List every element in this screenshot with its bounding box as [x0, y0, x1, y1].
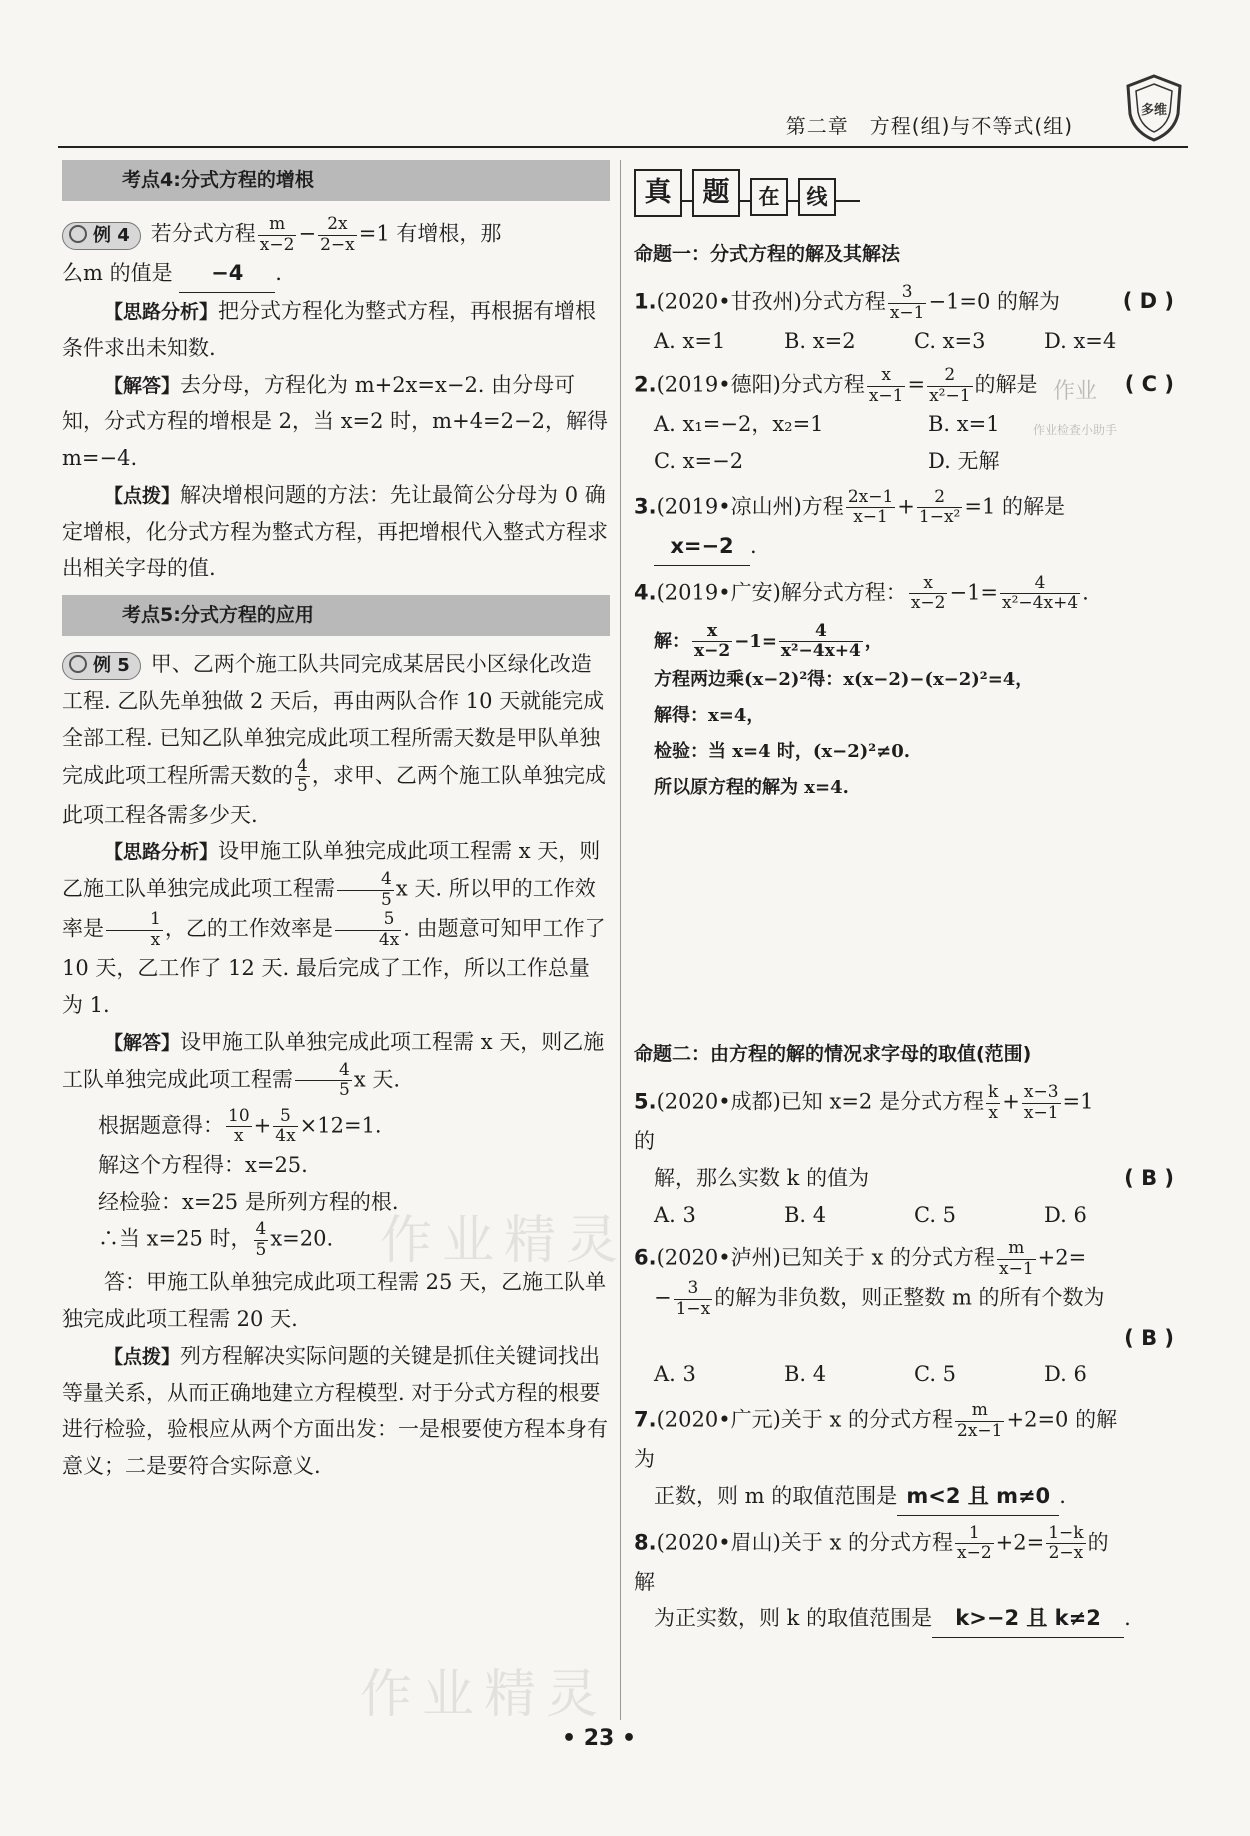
banner-char-3: 在 [750, 178, 788, 216]
question-1-choice: ( D ) [1122, 289, 1174, 314]
question-8-cont: 为正实数，则 k 的取值范围是 k>−2 且 k≠2 . [634, 1600, 1174, 1638]
question-3: 3.(2019•凉山州)方程 $\frac{2x-1}{x-1}$ + $\frac{2}{\text{1−x²}}$ =1 的解是 [634, 486, 1065, 528]
question-6: 6.(2020•泸州)已知关于 x 的分式方程 $\frac{m}{x-1}$ +2= [634, 1238, 1087, 1279]
question-5-cont: 解，那么实数 k 的值为 ( B ) [634, 1160, 1174, 1197]
question-6-options: A. 3 B. 4 C. 5 D. 6 [654, 1362, 1087, 1387]
question-5: 5.(2020•成都)已知 x=2 是分式方程 $\frac{k}{x}$ + $\frac{x-3}{x-1}$ =1 的 [634, 1081, 1094, 1154]
example-4-question: 例 4 若分式方程 $\frac{m}{x-2}$ − $\frac{2x}{2-x}$ =1 有增根，那 [62, 215, 610, 255]
example-5-question: 例 5 甲、乙两个施工队共同完成某居民小区绿化改造工程. 乙队先单独做 2 天后，再由两队合作 10 天就能完成全部工程. 已知乙队单独完成此项工程所需天数是甲队单独完成此项工程所需天数的 $\frac{4}{5}$ ，求甲、乙两个施工队单独完成此项工程各需多少天. [62, 652, 606, 827]
question-4-solution [634, 622, 1174, 806]
q4-step-1: 解： $\frac{x}{x-2}$ −1= $\frac{4}{\text{x²−4x+4}}$ ， [654, 620, 883, 662]
question-2-choice: ( C ) [1124, 372, 1174, 397]
chapter-title: 第二章 方程(组)与不等式(组) [785, 114, 1073, 138]
question-5-options: A. 3 B. 4 C. 5 D. 6 [654, 1202, 1087, 1227]
example-4-idea: 【思路分析】把分式方程化为整式方程，再根据有增根条件求出未知数. [62, 299, 597, 360]
example-4-tip: 【点拨】解决增根问题的方法：先让最简公分母为 0 确定增根，化分式方程为整式方程，再把增根代入整式方程求出相关字母的值. [62, 482, 608, 581]
question-2: 2.(2019•德阳)分式方程 $\frac{x}{x-1}$ = $\frac{2}{\text{x²−1}}$ 的解是 ( C ) [634, 365, 1174, 406]
question-3-answer: x=−2 [654, 528, 750, 566]
example-4-solution: 【解答】去分母，方程化为 m+2x=x−2. 由分母可知，分式方程的增根是 2，当 x=2 时，m+4=2−2，解得 m=−4. [62, 372, 608, 471]
example-5-idea: 【思路分析】设甲施工队单独完成此项工程需 x 天，则乙施工队单独完成此项工程需 $\frac{4}{5}$ x 天. 所以甲的工作效率是 $\frac{1}{x}$ ，乙的工作效率是 $\frac{5}{4x}$ . 由题意可知甲工作了 10 天，乙工作了 12 天. 最后完成了工作，所以工作总量为 1. [62, 839, 606, 1018]
calc-step-3: 经检验：x=25 是所列方程的根. [98, 1189, 399, 1214]
question-8-answer: k>−2 且 k≠2 [932, 1600, 1124, 1638]
question-4: 4.(2019•广安)解分式方程： $\frac{x}{x-2}$ −1= $\frac{4}{\text{x²−4x+4}}$ . [634, 572, 1089, 614]
logo-text: 多维 [1140, 103, 1168, 118]
proposition-2-title: 命题二：由方程的解的情况求字母的取值(范围) [634, 1042, 1032, 1065]
page-number: • 23 • [562, 1726, 637, 1751]
section-banner [634, 166, 1174, 220]
question-3-answer-line: x=−2 . [634, 528, 1174, 566]
calc-step-2: 解这个方程得：x=25. [98, 1152, 308, 1177]
question-7: 7.(2020•广元)关于 x 的分式方程 $\frac{m}{2x-1}$ +2=0 的解为 [634, 1400, 1118, 1472]
question-1-options: A. x=1 B. x=2 C. x=3 D. x=4 [654, 329, 1117, 354]
question-5-choice: ( B ) [1124, 1165, 1174, 1190]
example-5-tag: 例 5 [62, 652, 141, 680]
page-header [58, 104, 1188, 148]
question-6-choice: ( B ) [1124, 1325, 1174, 1350]
example-4-question-cont: 么m 的值是 −4 . [62, 255, 610, 293]
proposition-1-title: 命题一：分式方程的解及其解法 [634, 243, 901, 265]
section-5-title: 考点5:分式方程的应用 [62, 595, 610, 636]
question-7-cont: 正数，则 m 的取值范围是 m<2 且 m≠0 . [634, 1478, 1174, 1516]
banner-char-1: 真 [634, 169, 682, 217]
example-4-answer: −4 [179, 255, 275, 293]
calc-step-1: 根据题意得： $\frac{10}{x}$ + $\frac{5}{4x}$ ×12=1. [98, 1105, 382, 1147]
banner-char-2: 题 [692, 169, 740, 217]
q4-step-5: 所以原方程的解为 x=4. [654, 776, 849, 798]
example-5-answer: 答：甲施工队单独完成此项工程需 25 天，乙施工队单独完成此项工程需 20 天. [62, 1270, 607, 1332]
calc-step-4: ∴当 x=25 时， $\frac{4}{5}$ x=20. [98, 1219, 334, 1260]
question-6-choice-line [634, 1320, 1174, 1357]
example-5-tip: 【点拨】列方程解决实际问题的关键是抓住关键词找出等量关系，从而正确地建立方程模型. 对于分式方程的根要进行检验，验根应从两个方面出发：一是根要使方程本身有意义；二是要符合实际意义. [62, 1343, 608, 1479]
question-8: 8.(2020•眉山)关于 x 的分式方程 $\frac{1}{x-2}$ +2= $\frac{1-k}{2-x}$ 的解 [634, 1522, 1109, 1594]
question-2-options: A. x₁=−2，x₂=1 B. x=1 C. x=−2 D. 无解 [654, 412, 1000, 473]
question-7-answer: m<2 且 m≠0 [897, 1478, 1059, 1516]
example-5-solution: 【解答】设甲施工队单独完成此项工程需 x 天，则乙施工队单独完成此项工程需 $\frac{4}{5}$ x 天. [62, 1029, 605, 1101]
shield-logo-icon [1122, 72, 1186, 144]
watermark-2: 作业精灵 [360, 1665, 609, 1725]
question-6-cont: − $\frac{3}{1-x}$ 的解为非负数，则正整数 m 的所有个数为 [654, 1278, 1105, 1319]
column-divider [620, 160, 621, 1720]
banner-char-4: 线 [798, 178, 836, 216]
q4-step-2: 方程两边乘(x−2)²得：x(x−2)−(x−2)²=4， [654, 668, 1034, 690]
homework-stamp: 作业 作业检查小助手 [1032, 379, 1117, 437]
watermark-1: 作业精灵 [380, 1211, 629, 1271]
section-4-title: 考点4:分式方程的增根 [62, 160, 610, 201]
example-4-tag: 例 4 [62, 222, 141, 250]
q4-step-3: 解得：x=4， [654, 704, 765, 726]
left-column [62, 160, 610, 1485]
q4-step-4: 检验：当 x=4 时，(x−2)²≠0. [654, 740, 910, 762]
question-1: 1.(2020•甘孜州)分式方程 $\frac{3}{x-1}$ −1=0 的解为 ( D ) [634, 282, 1174, 323]
